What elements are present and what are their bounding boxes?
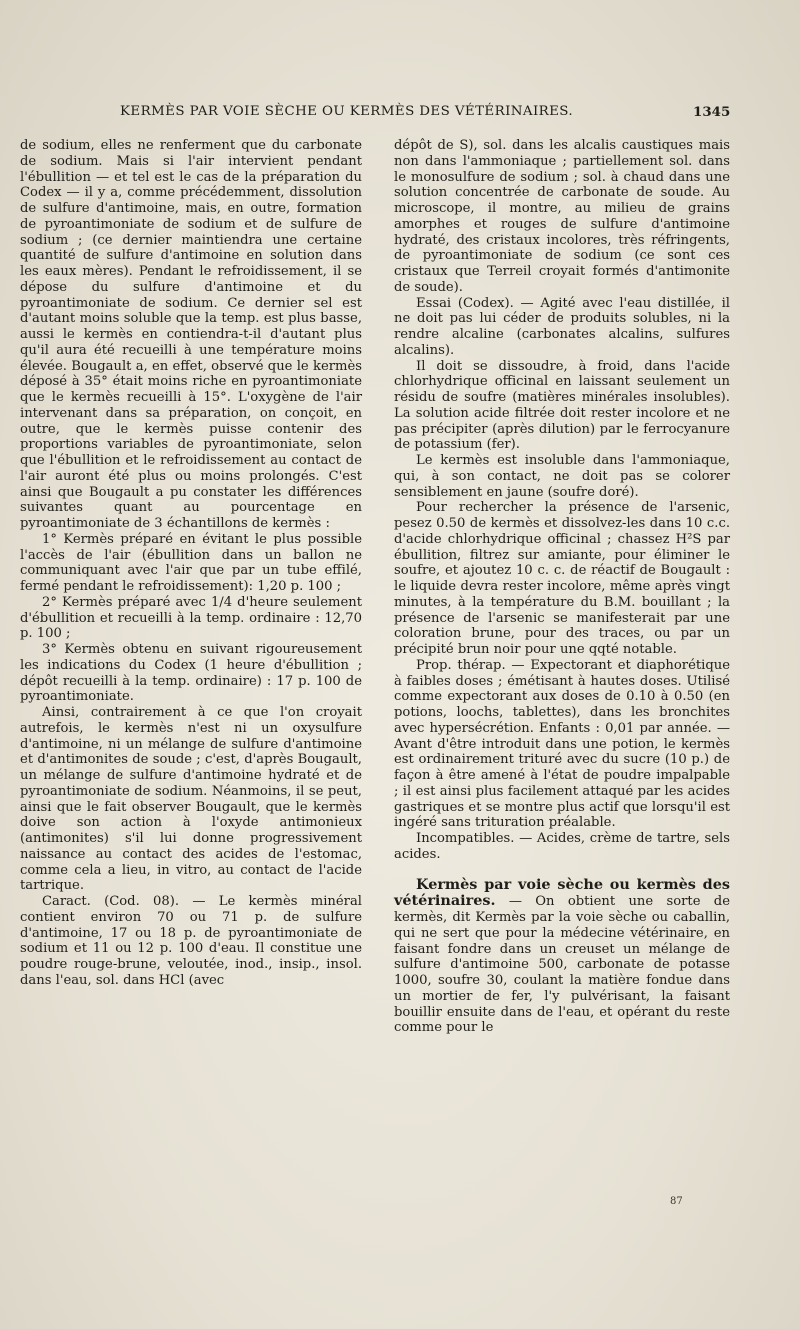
paragraph: Le kermès est insoluble dans l'ammoniaque, qui, à son contact, ne doit pas se colorer sensiblement en jaune (soufre doré).: [394, 453, 730, 500]
paragraph: Essai (Codex). — Agité avec l'eau distillée, il ne doit pas lui céder de produits solubles, ni la rendre alcaline (carbonates alcalins, sulfures alcalins).: [394, 295, 730, 358]
section-title: Kermès par voie sèche ou kermès des vétérinaires.: [394, 875, 730, 910]
right-column: [394, 138, 730, 1036]
paragraph: Ainsi, contrairement à ce que l'on croyait autrefois, le kermès n'est ni un oxysulfure d'antimoine, ni un mélange de sulfure d'antimoine et d'antimonites de soude ; c'est, d'après Bougault, un mélange de sulfure d'antimoine hydraté et de pyroantimoniate de sodium. Néanmoins, il se peut, ainsi que le fait observer Bougault, que le kermès doive son action à l'oxyde antimonieux (antimonites) s'il lui donne progressivement naissance au contact des acides de l'estomac, comme cela a lieu, in vitro, au contact de l'acide tartrique.: [20, 705, 362, 894]
section-body: — On obtient une sorte de kermès, dit Kermès par la voie sèche ou caballin, qui ne sert que pour la médecine vétérinaire, en faisant fondre dans un creuset un mélange de sulfure d'antimoine 500, carbonate de potasse 1000, soufre 30, coulant la matière fondue dans un mortier de fer, l'y pulvérisant, la faisant bouillir ensuite dans de l'eau, et opérant du reste comme pour le: [394, 894, 730, 1036]
section-paragraph: [394, 877, 730, 1037]
page-header: [0, 104, 800, 128]
running-title: KERMÈS PAR VOIE SÈCHE OU KERMÈS DES VÉTÉRINAIRES.: [120, 104, 574, 119]
list-item: 2° Kermès préparé avec 1/4 d'heure seulement d'ébullition et recueilli à la temp. ordinaire : 12,70 p. 100 ;: [20, 594, 362, 642]
paragraph: de sodium, elles ne renferment que du carbonate de sodium. Mais si l'air intervient pendant l'ébullition — et tel est le cas de la préparation du Codex — il y a, comme précédemment, dissolution de sulfure d'antimoine, mais, en outre, formation de pyroantimoniate de sodium et de sulfure de sodium ; (ce dernier maintiendra une certaine quantité de sulfure d'antimoine en solution dans les eaux mères). Pendant le refroidissement, il se dépose du sulfure d'antimoine et du pyroantimoniate de sodium. Ce dernier sel est d'autant moins soluble que la temp. est plus basse, aussi le kermès en contiendra-t-il d'autant plus qu'il aura été recueilli à une température moins élevée. Bougault a, en effet, observé que le kermès déposé à 35° était moins riche en pyroantimoniate que le kermès recueilli à 15°. L'oxygène de l'air intervenant dans sa préparation, on conçoit, en outre, que le kermès puisse contenir des proportions variables de pyroantimoniate, selon que l'ébullition et le refroidissement au contact de l'air auront été plus ou moins prolongés. C'est ainsi que Bougault a pu constater les différences suivantes quant au pourcentage en pyroantimoniate de 3 échantillons de kermès :: [20, 138, 362, 531]
signature-mark: 87: [670, 1196, 683, 1207]
paragraph: Pour rechercher la présence de l'arsenic, pesez 0.50 de kermès et dissolvez-les dans 10 c.c. d'acide chlorhydrique officinal ; chassez H²S par ébullition, filtrez sur amiante, pour éliminer le soufre, et ajoutez 10 c. c. de réactif de Bougault : le liquide devra rester incolore, même après vingt minutes, à la température du B.M. bouillant ; la présence de l'arsenic se manifesterait par une coloration brune, pour des traces, ou par un précipité brun noir pour une qqté notable.: [394, 500, 730, 657]
paragraph: Incompatibles. — Acides, crème de tartre, sels acides.: [394, 831, 730, 862]
left-column: [20, 138, 362, 989]
paragraph: dépôt de S), sol. dans les alcalis caustiques mais non dans l'ammoniaque ; partiellement sol. dans le monosulfure de sodium ; sol. à chaud dans une solution concentrée de carbonate de soude. Au microscope, il montre, au milieu de grains amorphes et rouges de sulfure d'antimoine hydraté, des cristaux incolores, très réfringents, de pyroantimoniate de sodium (ce sont ces cristaux que Terreil croyait formés d'antimonite de soude).: [394, 138, 730, 295]
list-item: 3° Kermès obtenu en suivant rigoureusement les indications du Codex (1 heure d'ébullition ; dépôt recueilli à la temp. ordinaire) : 17 p. 100 de pyroantimoniate.: [20, 642, 362, 705]
paragraph: Caract. (Cod. 08). — Le kermès minéral contient environ 70 ou 71 p. de sulfure d'antimoine, 17 ou 18 p. de pyroantimoniate de sodium et 11 ou 12 p. 100 d'eau. Il constitue une poudre rouge-brune, veloutée, inod., insip., insol. dans l'eau, sol. dans HCl (avec: [20, 894, 362, 988]
paragraph: Prop. thérap. — Expectorant et diaphorétique à faibles doses ; émétisant à hautes doses. Utilisé comme expectorant aux doses de 0.10 à 0.50 (en potions, loochs, tablettes), dans les bronchites avec hypersécrétion. Enfants : 0,01 par année. — Avant d'être introduit dans une potion, le kermès est ordinairement trituré avec du sucre (10 p.) de façon à être amené à l'état de poudre impalpable ; il est ainsi plus facilement attaqué par les acides gastriques et se montre plus actif que lorsqu'il est ingéré sans trituration préalable.: [394, 657, 730, 831]
page-number: 1345: [693, 104, 731, 120]
paragraph: Il doit se dissoudre, à froid, dans l'acide chlorhydrique officinal en laissant seulement un résidu de soufre (matières minérales insolubles). La solution acide filtrée doit rester incolore et ne pas précipiter (après dilution) par le ferrocyanure de potassium (fer).: [394, 358, 730, 453]
list-item: 1° Kermès préparé en évitant le plus possible l'accès de l'air (ébullition dans un ballon ne communiquant avec l'air que par un tube effilé, fermé pendant le refroidissement): 1,20 p. 100 ;: [20, 531, 362, 594]
